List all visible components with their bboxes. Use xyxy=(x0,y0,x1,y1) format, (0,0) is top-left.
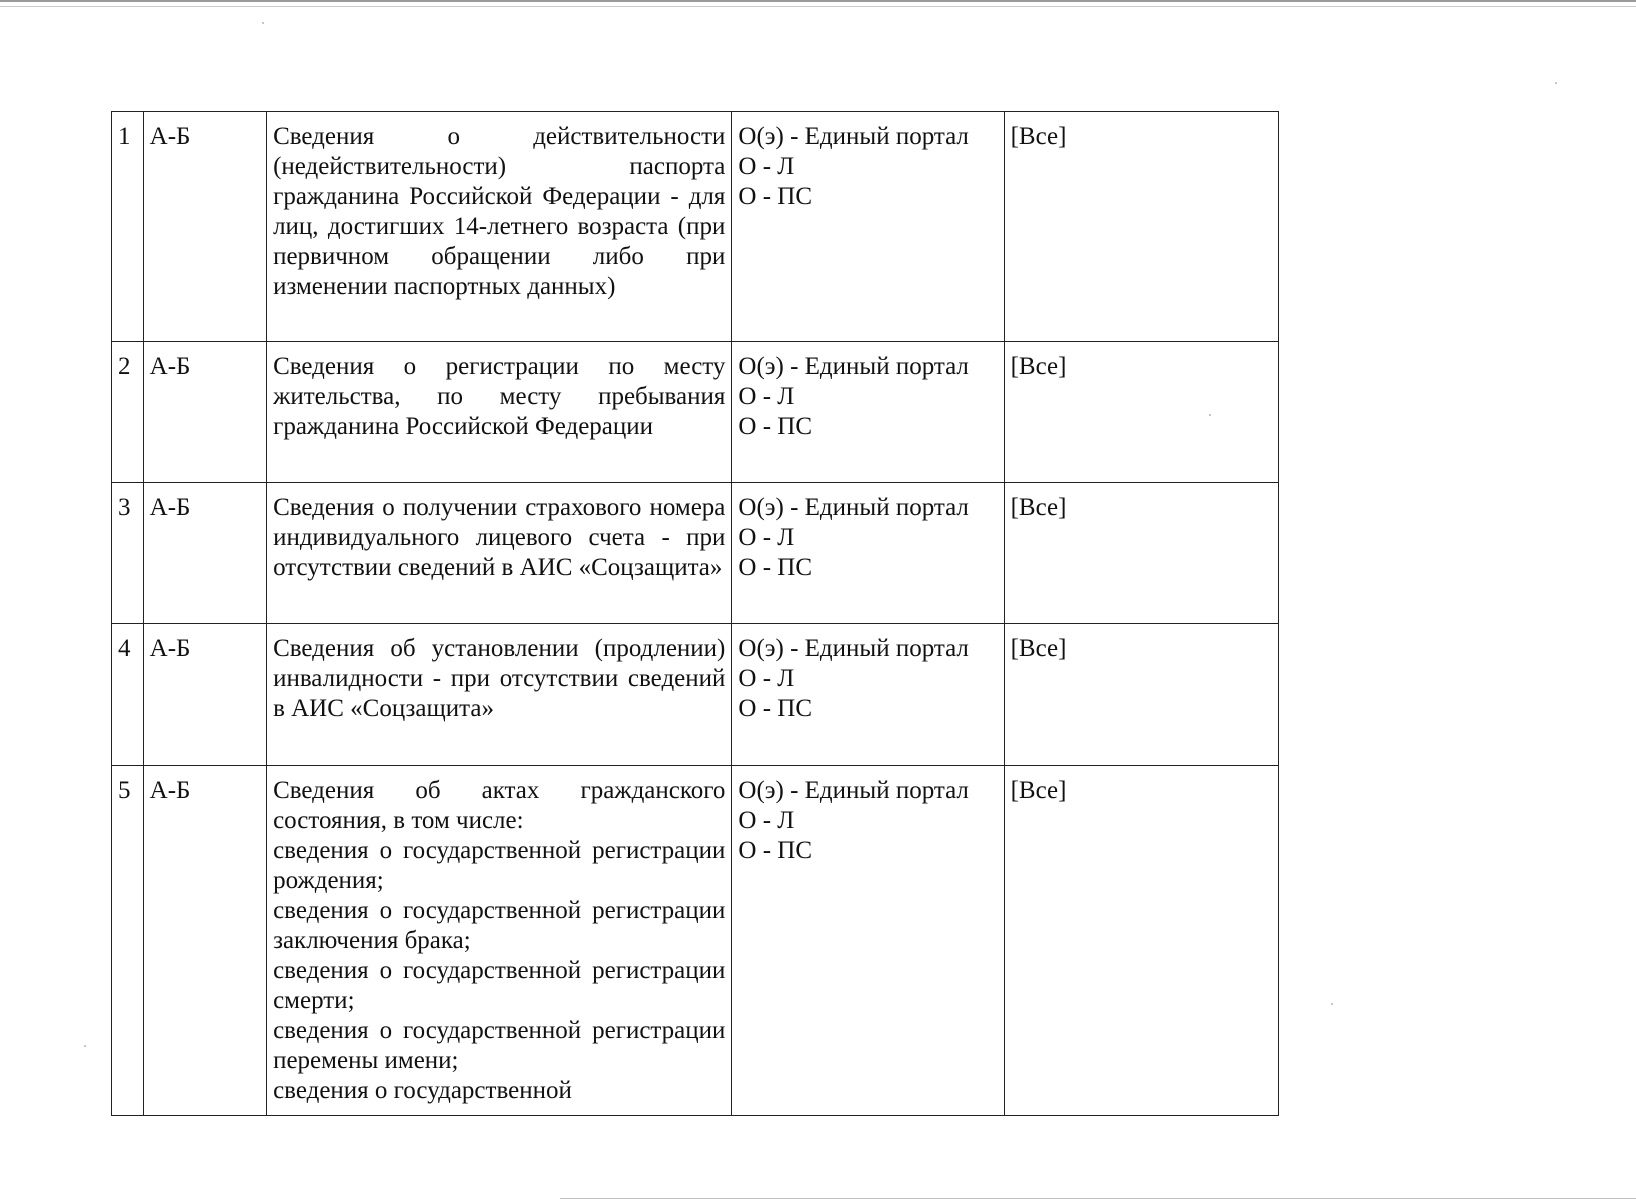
services-table xyxy=(111,111,1279,1116)
description-text: Сведения об установлении (продлении) инвалидности - при отсутствии сведений в АИС «Соцзащита» xyxy=(273,635,726,722)
description-text: сведения о государственной xyxy=(273,1077,572,1104)
source-line: О - ПС xyxy=(738,183,812,210)
row-recipients: [Все] xyxy=(1004,112,1278,342)
row-recipients: [Все] xyxy=(1004,766,1278,1116)
row-sources xyxy=(732,624,1004,766)
row-description xyxy=(267,112,732,342)
scan-edge-top xyxy=(0,0,1636,2)
table-row xyxy=(112,112,1279,342)
source-line: О - Л xyxy=(738,153,795,180)
source-line: О - ПС xyxy=(738,837,812,864)
description-text: сведения о государственной регистрации перемены имени; xyxy=(273,1017,726,1074)
scan-edge-bottom xyxy=(560,1198,1636,1199)
description-text: Сведения о получении страхового номера индивидуального лицевого счета - при отсутствии сведений в АИС «Соцзащита» xyxy=(273,494,726,581)
source-line: О - ПС xyxy=(738,554,812,581)
description-text: Сведения об актах гражданского состояния, в том числе: xyxy=(273,777,726,834)
row-number: 3 xyxy=(112,483,144,624)
row-sources xyxy=(732,483,1004,624)
source-line: О - Л xyxy=(738,807,795,834)
source-line: О - ПС xyxy=(738,695,812,722)
row-number: 2 xyxy=(112,342,144,483)
scan-speck xyxy=(262,22,264,24)
row-description xyxy=(267,483,732,624)
row-code: А-Б xyxy=(143,766,266,1116)
description-text: Сведения о регистрации по месту жительства, по месту пребывания гражданина Российской Федерации xyxy=(273,353,726,440)
row-recipients: [Все] xyxy=(1004,624,1278,766)
source-line: О(э) - Единый портал xyxy=(738,494,969,521)
source-line: О(э) - Единый портал xyxy=(738,635,969,662)
source-line: О - ПС xyxy=(738,413,812,440)
scan-edge-top-faint xyxy=(0,6,1636,7)
table-row xyxy=(112,483,1279,624)
source-line: О - Л xyxy=(738,383,795,410)
row-sources xyxy=(732,766,1004,1116)
row-code: А-Б xyxy=(143,112,266,342)
scan-speck xyxy=(1331,1003,1333,1005)
row-number: 1 xyxy=(112,112,144,342)
table-row xyxy=(112,766,1279,1116)
table-row xyxy=(112,624,1279,766)
scan-speck xyxy=(84,1045,86,1047)
row-number: 4 xyxy=(112,624,144,766)
source-line: О(э) - Единый портал xyxy=(738,777,969,804)
row-sources xyxy=(732,112,1004,342)
row-number: 5 xyxy=(112,766,144,1116)
row-recipients: [Все] xyxy=(1004,342,1278,483)
row-description xyxy=(267,766,732,1116)
row-code: А-Б xyxy=(143,483,266,624)
source-line: О(э) - Единый портал xyxy=(738,123,969,150)
row-code: А-Б xyxy=(143,342,266,483)
row-code: А-Б xyxy=(143,624,266,766)
row-description xyxy=(267,342,732,483)
source-line: О(э) - Единый портал xyxy=(738,353,969,380)
source-line: О - Л xyxy=(738,665,795,692)
description-text: сведения о государственной регистрации заключения брака; xyxy=(273,897,726,954)
scan-speck xyxy=(1555,82,1557,84)
description-text: сведения о государственной регистрации смерти; xyxy=(273,957,726,1014)
table-row xyxy=(112,342,1279,483)
row-sources xyxy=(732,342,1004,483)
row-recipients: [Все] xyxy=(1004,483,1278,624)
description-text: Сведения о действительности (недействительности) паспорта гражданина Российской Федерации - для лиц, достигших 14-летнего возраста (при первичном обращении либо при изменении паспортных данных) xyxy=(273,123,726,300)
description-text: сведения о государственной регистрации рождения; xyxy=(273,837,726,894)
row-description xyxy=(267,624,732,766)
source-line: О - Л xyxy=(738,524,795,551)
